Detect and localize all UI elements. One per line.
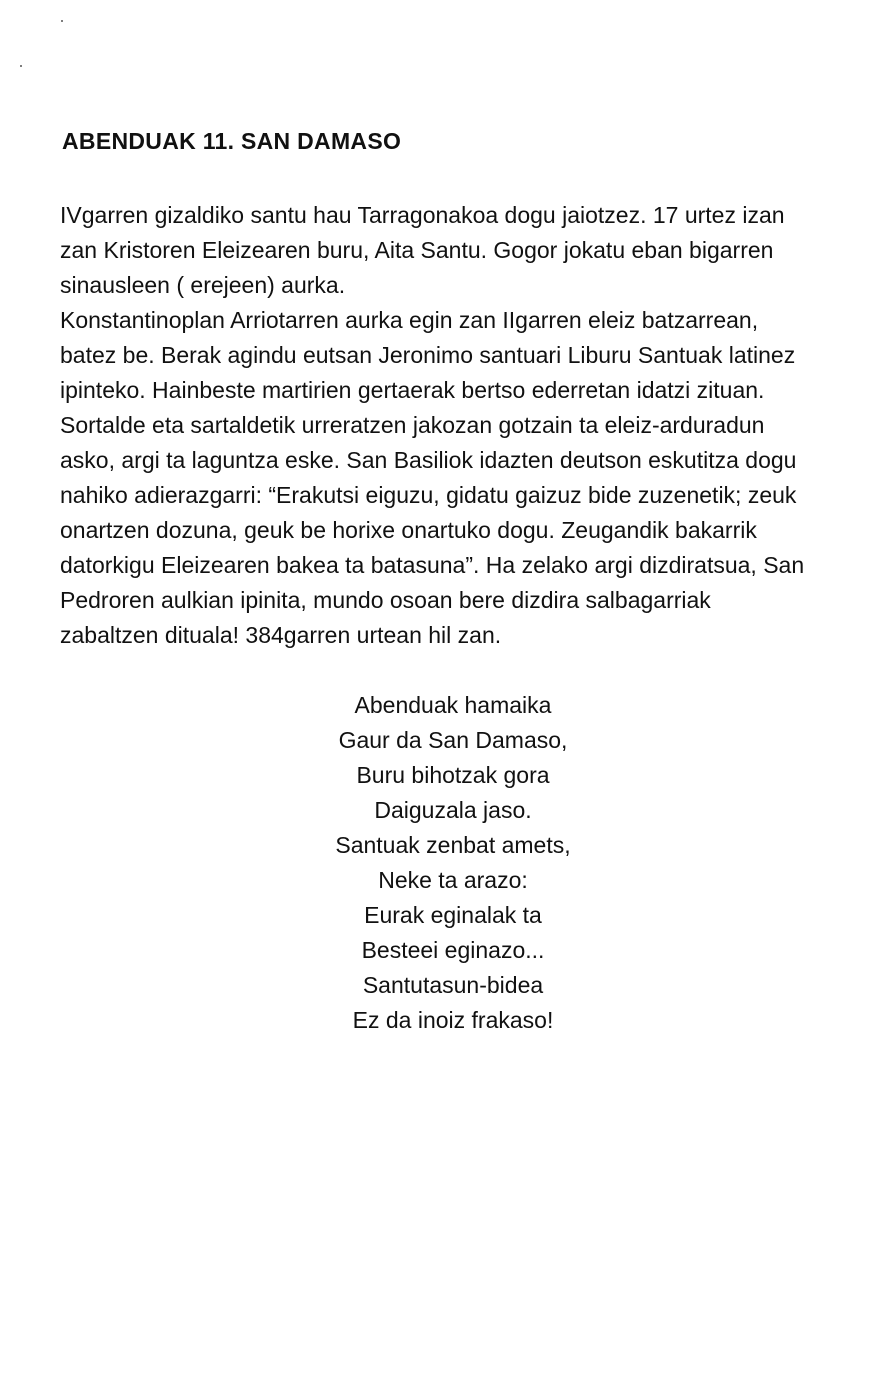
poem-line: Daiguzala jaso.	[374, 797, 532, 823]
paragraph-line: ipinteko. Hainbeste martirien gertaerak bertso ederretan idatzi zituan.	[60, 377, 765, 403]
paragraph-line: IVgarren gizaldiko santu hau Tarragonakoa dogu jaiotzez. 17 urtez izan	[60, 202, 785, 228]
paragraph-line: Sortalde eta sartaldetik urreratzen jakozan gotzain ta eleiz-arduradun	[60, 412, 765, 438]
poem-line: Santutasun-bidea	[362, 972, 544, 998]
poem-line: Ez da inoiz frakaso!	[352, 1007, 554, 1033]
scan-speck	[61, 20, 63, 22]
poem-line: Eurak eginalak ta	[364, 902, 542, 928]
poem-line: Abenduak hamaika	[354, 692, 552, 718]
paragraph-line: onartzen dozuna, geuk be horixe onartuko dogu. Zeugandik bakarrik	[60, 517, 757, 543]
document-title: ABENDUAK 11. SAN DAMASO	[62, 128, 402, 154]
paragraph-line: Pedroren aulkian ipinita, mundo osoan bere dizdira salbagarriak	[60, 587, 711, 613]
paragraph-line: datorkigu Eleizearen bakea ta batasuna”. Ha zelako argi dizdiratsua, San	[60, 552, 805, 578]
poem-line: Besteei eginazo...	[361, 937, 545, 963]
poem-line: Gaur da San Damaso,	[338, 727, 568, 753]
scan-speck	[20, 65, 22, 67]
poem-line: Santuak zenbat amets,	[335, 832, 571, 858]
poem	[253, 688, 653, 1038]
paragraph-line: nahiko adierazgarri: “Erakutsi eiguzu, gidatu gaizuz bide zuzenetik; zeuk	[60, 482, 797, 508]
paragraph-line: Konstantinoplan Arriotarren aurka egin zan IIgarren eleiz batzarrean,	[60, 307, 759, 333]
poem-line: Neke ta arazo:	[378, 867, 528, 893]
paragraph-line: asko, argi ta laguntza eske. San Basiliok idazten deutson eskutitza dogu	[60, 447, 797, 473]
paragraph-line: zan Kristoren Eleizearen buru, Aita Santu. Gogor jokatu eban bigarren	[60, 237, 774, 263]
paragraph-line: batez be. Berak agindu eutsan Jeronimo santuari Liburu Santuak latinez	[60, 342, 796, 368]
paragraph-line: sinausleen ( erejeen) aurka.	[60, 272, 346, 298]
paragraph-line: zabaltzen dituala! 384garren urtean hil zan.	[60, 622, 502, 648]
poem-line: Buru bihotzak gora	[356, 762, 550, 788]
body-paragraph	[60, 198, 850, 653]
